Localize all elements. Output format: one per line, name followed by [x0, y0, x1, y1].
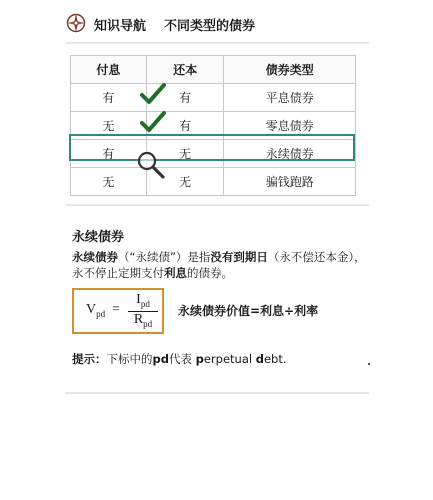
page-title: 不同类型的债券	[164, 19, 256, 34]
nav-title: 知识导航	[94, 19, 147, 34]
formula-numerator: $I_{pd}$	[136, 292, 150, 309]
table-cell: 无	[71, 168, 147, 196]
table-row	[71, 168, 356, 196]
bond-types-table	[70, 55, 356, 196]
table-row	[71, 84, 356, 112]
tip-label: 提示：	[72, 352, 107, 366]
definition-emphasis: 利息	[164, 266, 187, 280]
column-header-principal: 还本	[146, 56, 224, 84]
definition-emphasis: 没有到期日	[210, 250, 268, 264]
table-cell: 无	[146, 168, 224, 196]
table-cell: 零息债券	[224, 112, 356, 140]
tip-line	[72, 351, 287, 367]
table-header-row	[71, 56, 356, 84]
tip-text: 下标中的	[106, 352, 153, 366]
table-cell: 有	[146, 112, 224, 140]
definition-term: 永续债券	[72, 250, 118, 264]
column-header-interest: 付息	[71, 56, 147, 84]
formula-lhs: $V_{pd}$	[86, 302, 106, 319]
definition-line-1	[72, 249, 366, 265]
divider	[65, 392, 369, 394]
section-title: 永续债券	[72, 230, 125, 245]
formula-equals: =	[112, 302, 120, 317]
table-cell: 有	[146, 84, 224, 112]
definition-text: 永不停止定期支付	[72, 266, 164, 280]
table-cell: 骗钱跑路	[224, 168, 356, 196]
magnifier-icon	[136, 150, 166, 180]
table-cell: 无	[146, 140, 224, 168]
table-cell: 平息债券	[224, 84, 356, 112]
column-header-bond-type: 债券类型	[224, 56, 356, 84]
table-cell: 有	[71, 84, 147, 112]
table-cell: 永续债券	[224, 140, 356, 168]
tip-text: erpetual	[203, 352, 256, 366]
table-cell: 有	[71, 140, 147, 168]
divider	[65, 42, 369, 44]
formula-box	[72, 288, 164, 334]
tip-emphasis: d	[255, 352, 264, 366]
check-icon	[140, 110, 166, 134]
tip-text: ebt.	[263, 352, 287, 366]
definition-text: 的债券。	[187, 266, 233, 280]
formula-denominator: $R_{pd}$	[133, 312, 153, 329]
row-highlight	[69, 134, 355, 161]
formula-text: 永续债券价值=利息÷利率	[178, 304, 319, 318]
compass-icon	[66, 13, 86, 33]
divider	[65, 204, 369, 206]
decorative-dot	[368, 363, 370, 365]
check-icon	[140, 82, 166, 106]
tip-emphasis: p	[195, 352, 204, 366]
definition-text: （“永续债”）是指	[118, 250, 211, 264]
tip-text: 代表	[168, 352, 196, 366]
header	[0, 0, 433, 44]
tip-emphasis: pd	[152, 352, 169, 366]
definition-text: （永不偿还本金），	[267, 250, 366, 264]
table-cell: 无	[71, 112, 147, 140]
definition-line-2	[72, 265, 233, 281]
